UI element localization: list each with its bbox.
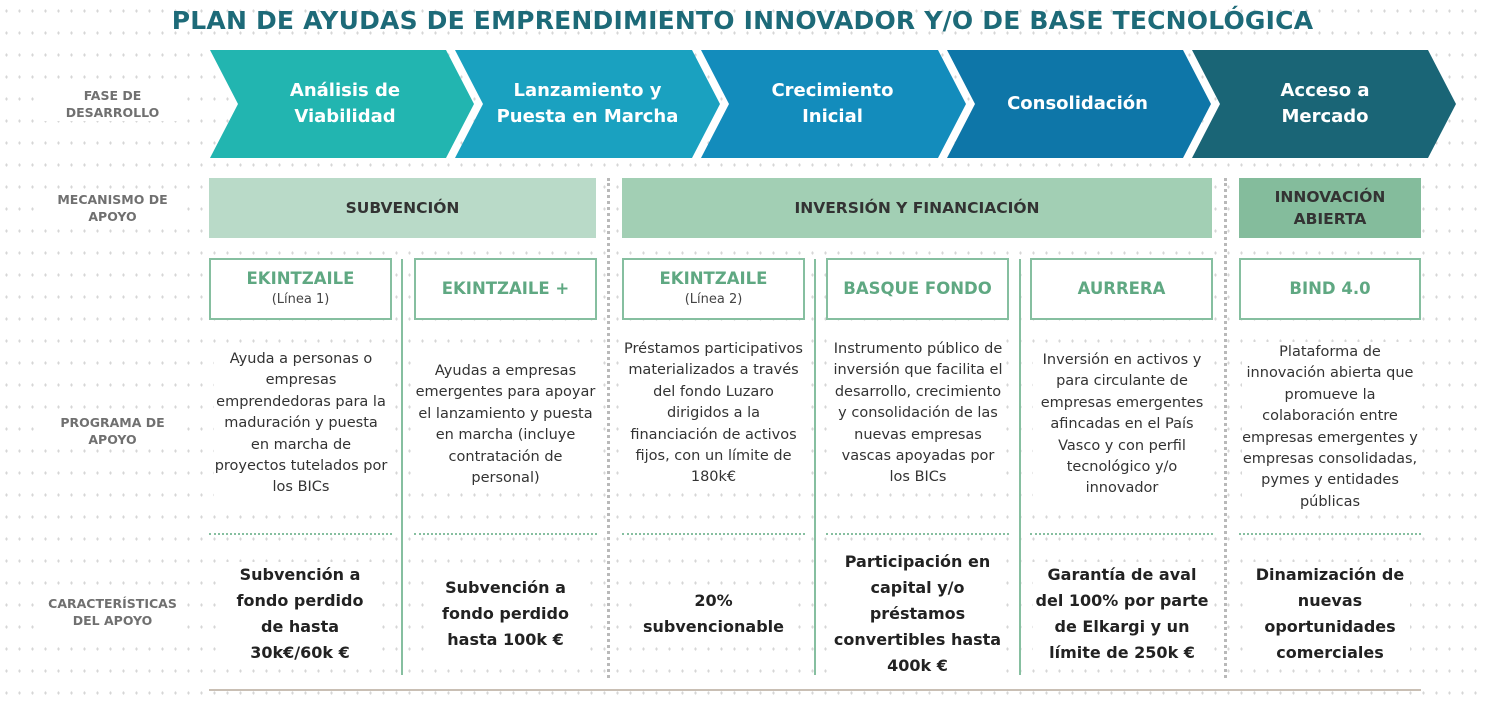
program-description: Préstamos participativos materializados a través del fondo Luzaro dirigidos a la financiación de activos fijos, con un límite de 180k€ xyxy=(622,339,805,489)
phase-label-4: Consolidación xyxy=(1007,93,1148,114)
program-subtitle: (Línea 1) xyxy=(271,292,330,307)
program-name: EKINTZAILE xyxy=(659,269,768,288)
phase-label-3: Crecimiento Inicial xyxy=(771,80,894,127)
program-description: Ayudas a empresas emergentes para apoyar el lanzamiento y puesta en marcha (incluye contratación de personal) xyxy=(414,361,597,489)
program-box xyxy=(1030,258,1213,320)
column-separator xyxy=(1224,178,1227,678)
divider xyxy=(1030,533,1213,535)
program-description: Instrumento público de inversión que facilita el desarrollo, crecimiento y consolidación de las nuevas empresas vascas apoyadas por los BICs xyxy=(833,339,1003,489)
program-box xyxy=(826,258,1009,320)
divider xyxy=(826,533,1009,535)
column-separator xyxy=(1019,259,1021,675)
program-name: BASQUE FONDO xyxy=(843,279,992,298)
program-feature: Garantía de aval del 100% por parte de Elkargi y un límite de 250k € xyxy=(1033,562,1211,666)
program-feature: Subvención a fondo perdido de hasta 30k€/60k € xyxy=(224,562,376,666)
mechanism-inversion: INVERSIÓN Y FINANCIACIÓN xyxy=(622,178,1212,238)
program-box xyxy=(414,258,597,320)
divider xyxy=(414,533,597,535)
program-description: Ayuda a personas o empresas emprendedoras para la maduración y puesta en marcha de proyectos tutelados por los BICs xyxy=(214,349,388,499)
phase-label-1: Análisis de Viabilidad xyxy=(289,80,401,127)
program-box xyxy=(209,258,392,320)
program-description: Inversión en activos y para circulante de empresas emergentes afincadas en el País Vasco y con perfil tecnológico y/o innovador xyxy=(1033,350,1211,500)
program-name: BIND 4.0 xyxy=(1289,279,1371,298)
divider xyxy=(209,533,392,535)
diagram-title: PLAN DE AYUDAS DE EMPRENDIMIENTO INNOVADOR Y/O DE BASE TECNOLÓGICA xyxy=(171,6,1314,35)
column-separator xyxy=(401,259,403,675)
divider xyxy=(622,533,805,535)
program-feature: Dinamización de nuevas oportunidades comerciales xyxy=(1250,562,1410,666)
divider xyxy=(1239,533,1421,535)
phase-label-2: Lanzamiento y Puesta en Marcha xyxy=(496,80,679,127)
mechanism-subvencion: SUBVENCIÓN xyxy=(209,178,596,238)
row-label-fase: FASE DE DESARROLLO xyxy=(40,87,185,121)
row-label-caracteristicas: CARACTERÍSTICAS DEL APOYO xyxy=(40,595,185,629)
mechanism-innovacion: INNOVACIÓN ABIERTA xyxy=(1239,178,1421,238)
column-separator xyxy=(814,259,816,675)
program-description: Plataforma de innovación abierta que promueve la colaboración entre empresas emergentes y empresas consolidadas, pymes y entidades públicas xyxy=(1242,342,1418,513)
program-feature: 20% subvencionable xyxy=(632,588,795,640)
row-label-mecanismo: MECANISMO DE APOYO xyxy=(40,191,185,225)
program-feature: Subvención a fondo perdido hasta 100k € xyxy=(424,575,587,653)
program-box xyxy=(622,258,805,320)
row-label-programa: PROGRAMA DE APOYO xyxy=(40,414,185,448)
column-separator xyxy=(607,178,610,678)
program-name: EKINTZAILE + xyxy=(441,279,570,298)
program-feature: Participación en capital y/o préstamos convertibles hasta 400k € xyxy=(831,549,1004,679)
program-subtitle: (Línea 2) xyxy=(684,292,743,307)
bottom-rule xyxy=(209,689,1421,691)
phase-label-5: Acceso a Mercado xyxy=(1280,80,1370,127)
program-name: AURRERA xyxy=(1077,279,1166,298)
program-box xyxy=(1239,258,1421,320)
program-name: EKINTZAILE xyxy=(246,269,355,288)
